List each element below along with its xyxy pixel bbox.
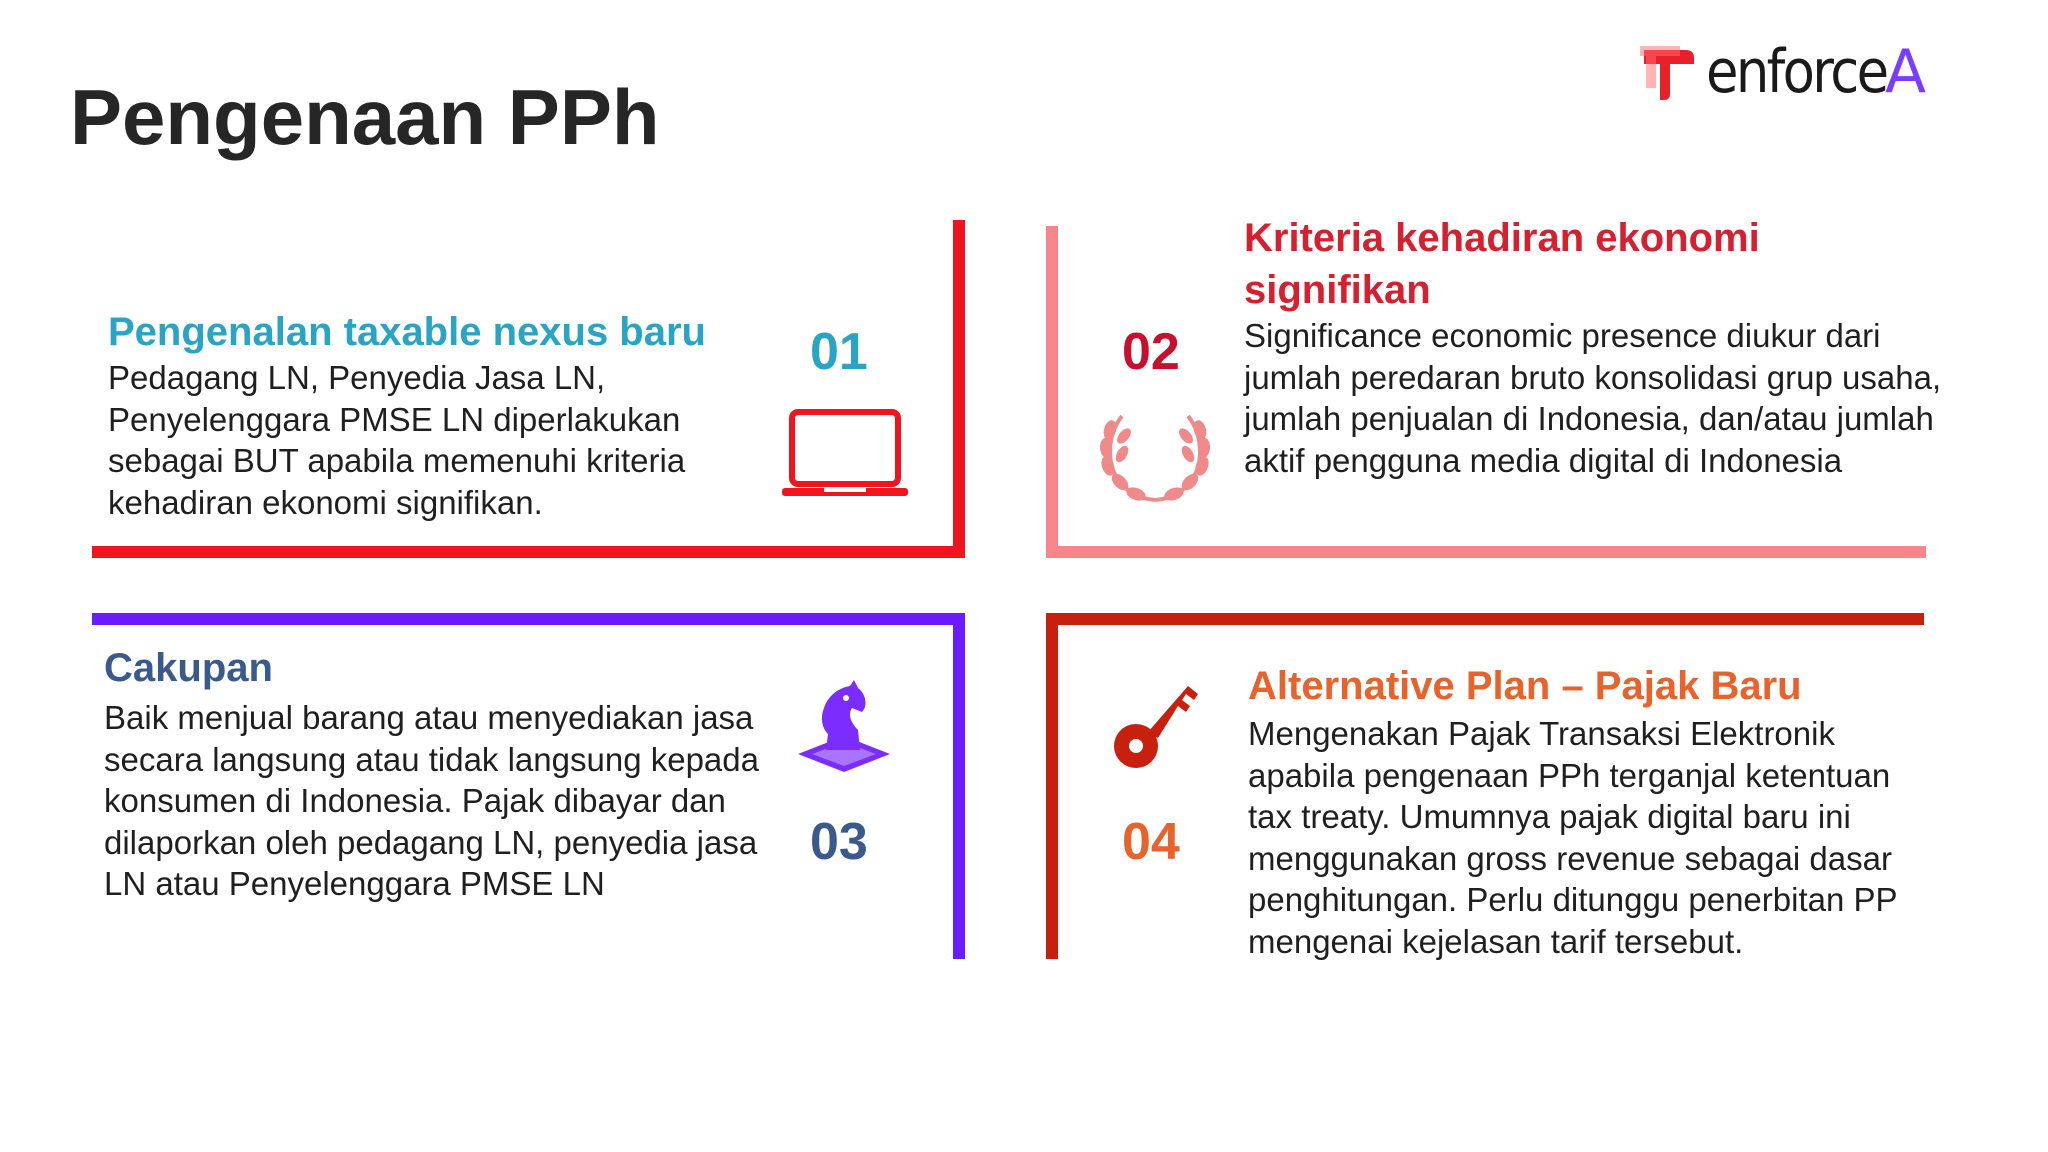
q4-frame-horizontal xyxy=(1046,613,1924,625)
logo-mark-icon xyxy=(1640,42,1700,102)
q2-frame-horizontal xyxy=(1046,546,1926,558)
chess-knight-icon xyxy=(796,678,892,772)
q4-frame-vertical xyxy=(1046,613,1058,959)
q3-frame-vertical xyxy=(953,613,965,959)
brand-logo xyxy=(1640,36,1926,108)
q3-title: Cakupan xyxy=(104,646,273,690)
logo-accent-letter: A xyxy=(1885,37,1927,107)
q1-frame-vertical xyxy=(953,220,965,558)
q4-number: 04 xyxy=(1122,813,1180,871)
laptop-icon xyxy=(780,408,910,500)
key-icon xyxy=(1110,676,1200,772)
q4-title: Alternative Plan – Pajak Baru xyxy=(1248,664,1802,708)
q3-number: 03 xyxy=(810,813,868,871)
q3-frame-horizontal xyxy=(92,613,965,625)
page-title: Pengenaan PPh xyxy=(70,73,660,161)
q2-title: Kriteria kehadiran ekonomi signifikan xyxy=(1244,216,1760,312)
q2-frame-vertical xyxy=(1046,226,1058,558)
q1-title: Pengenalan taxable nexus baru xyxy=(108,310,706,354)
q2-body: Significance economic presence diukur dari jumlah peredaran bruto konsolidasi grup usaha, jumlah penjualan di Indonesia, dan/atau jumlah aktif pengguna media digital di Indonesia xyxy=(1244,317,1942,479)
q4-body: Mengenakan Pajak Transaksi Elektronik apabila pengenaan PPh terganjal ketentuan tax treaty. Umumnya pajak digital baru ini menggunakan gross revenue sebagai dasar penghitungan. Perlu ditunggu penerbitan PP mengenai kejelasan tarif tersebut. xyxy=(1248,715,1897,960)
logo-wordmark: enforce xyxy=(1706,37,1887,107)
q1-frame-horizontal xyxy=(92,546,965,558)
laurel-wreath-icon xyxy=(1100,408,1210,504)
q1-body: Pedagang LN, Penyedia Jasa LN, Penyelenggara PMSE LN diperlakukan sebagai BUT apabila memenuhi kriteria kehadiran ekonomi signifikan. xyxy=(108,359,686,521)
q3-body: Baik menjual barang atau menyediakan jasa secara langsung atau tidak langsung kepada konsumen di Indonesia. Pajak dibayar dan dilaporkan oleh pedagang LN, penyedia jasa LN atau Penyelenggara PMSE LN xyxy=(104,699,759,902)
q2-number: 02 xyxy=(1122,323,1180,381)
q1-number: 01 xyxy=(810,323,868,381)
